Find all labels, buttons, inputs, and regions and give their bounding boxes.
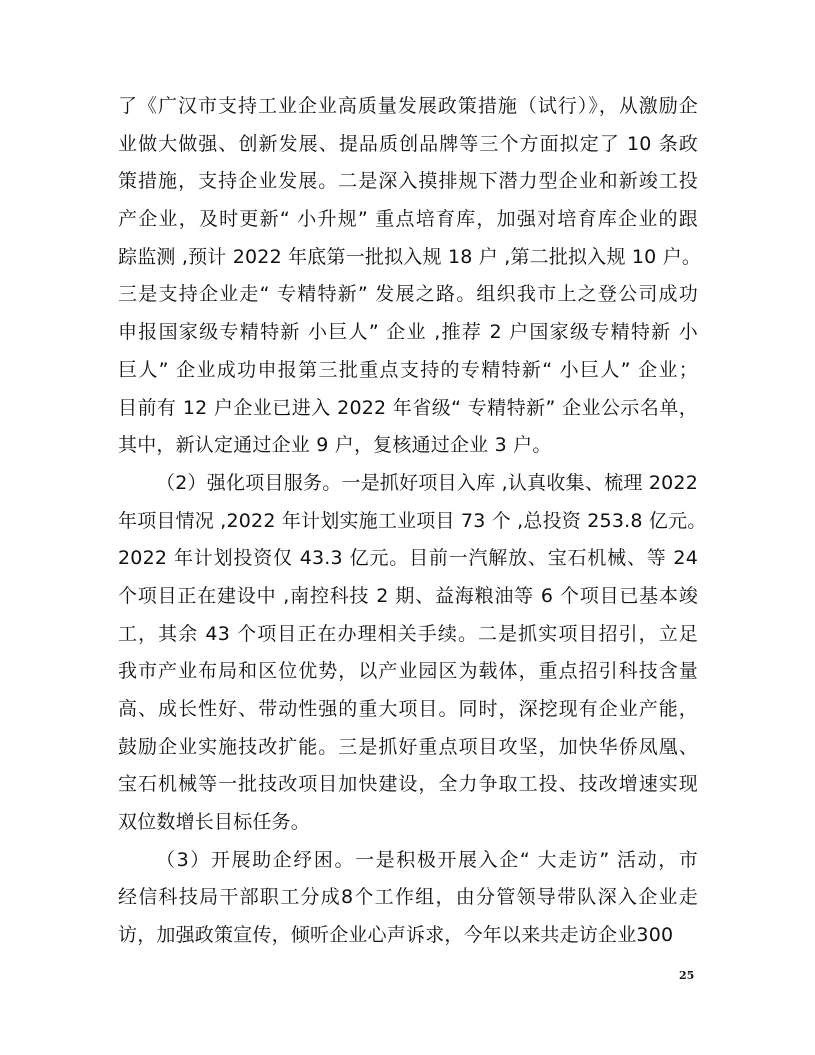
text-line: 访，加强政策宣传，倾听企业心声诉求，今年以来共走访企业300 — [118, 924, 674, 947]
text-line: 业做大做强、创新发展、提品质创品牌等三个方面拟定了 10 条政 — [118, 132, 698, 155]
text-line: 产企业，及时更新“ 小升规” 重点培育库，加强对培育库企业的跟 — [118, 208, 698, 231]
text-line: 申报国家级专精特新 小巨人” 企业 ,推荐 2 户国家级专精特新 小 — [118, 321, 698, 344]
text-line: （2）强化项目服务。一是抓好项目入库 ,认真收集、梳理 2022 — [156, 471, 698, 494]
text-line: 踪监测 ,预计 2022 年底第一批拟入规 18 户 ,第二批拟入规 10 户。 — [118, 245, 702, 268]
body-text — [118, 88, 707, 955]
text-line: 鼓励企业实施技改扩能。三是抓好重点项目攻坚，加快华侨凤凰、 — [118, 735, 698, 758]
text-line: 了《广汉市支持工业企业高质量发展政策措施（试行）》，从激励企 — [118, 95, 698, 117]
text-line: 工，其余 43 个项目正在办理相关手续。二是抓实项目招引，立足 — [118, 622, 698, 645]
text-line: 双位数增长目标任务。 — [118, 811, 311, 834]
text-line: 我市产业布局和区位优势，以产业园区为载体，重点招引科技含量 — [118, 660, 698, 683]
text-line: 个项目正在建设中 ,南控科技 2 期、益海粮油等 6 个项目已基本竣 — [118, 584, 698, 607]
text-line: 三是支持企业走“ 专精特新” 发展之路。组织我市上之登公司成功 — [118, 283, 698, 306]
text-line: （3）开展助企纾困。一是积极开展入企“ 大走访” 活动，市 — [156, 848, 698, 871]
text-line: 其中，新认定通过企业 9 户，复核通过企业 3 户。 — [118, 434, 552, 457]
text-line: 策措施，支持企业发展。二是深入摸排规下潜力型企业和新竣工投 — [118, 170, 698, 193]
text-line: 巨人” 企业成功申报第三批重点支持的专精特新“ 小巨人” 企业； — [118, 358, 698, 381]
text-line: 经信科技局干部职工分成8个工作组，由分管领导带队深入企业走 — [118, 886, 698, 909]
text-line: 高、成长性好、带动性强的重大项目。同时，深挖现有企业产能， — [118, 698, 698, 720]
page-number: 25 — [679, 969, 695, 982]
text-line: 年项目情况 ,2022 年计划实施工业项目 73 个 ,总投资 253.8 亿元。 — [118, 509, 707, 532]
text-line: 2022 年计划投资仅 43.3 亿元。目前一汽解放、宝石机械、等 24 — [118, 547, 698, 570]
text-line: 目前有 12 户企业已进入 2022 年省级“ 专精特新” 企业公示名单， — [118, 396, 698, 419]
text-line: 宝石机械等一批技改项目加快建设，全力争取工投、技改增速实现 — [118, 773, 698, 796]
